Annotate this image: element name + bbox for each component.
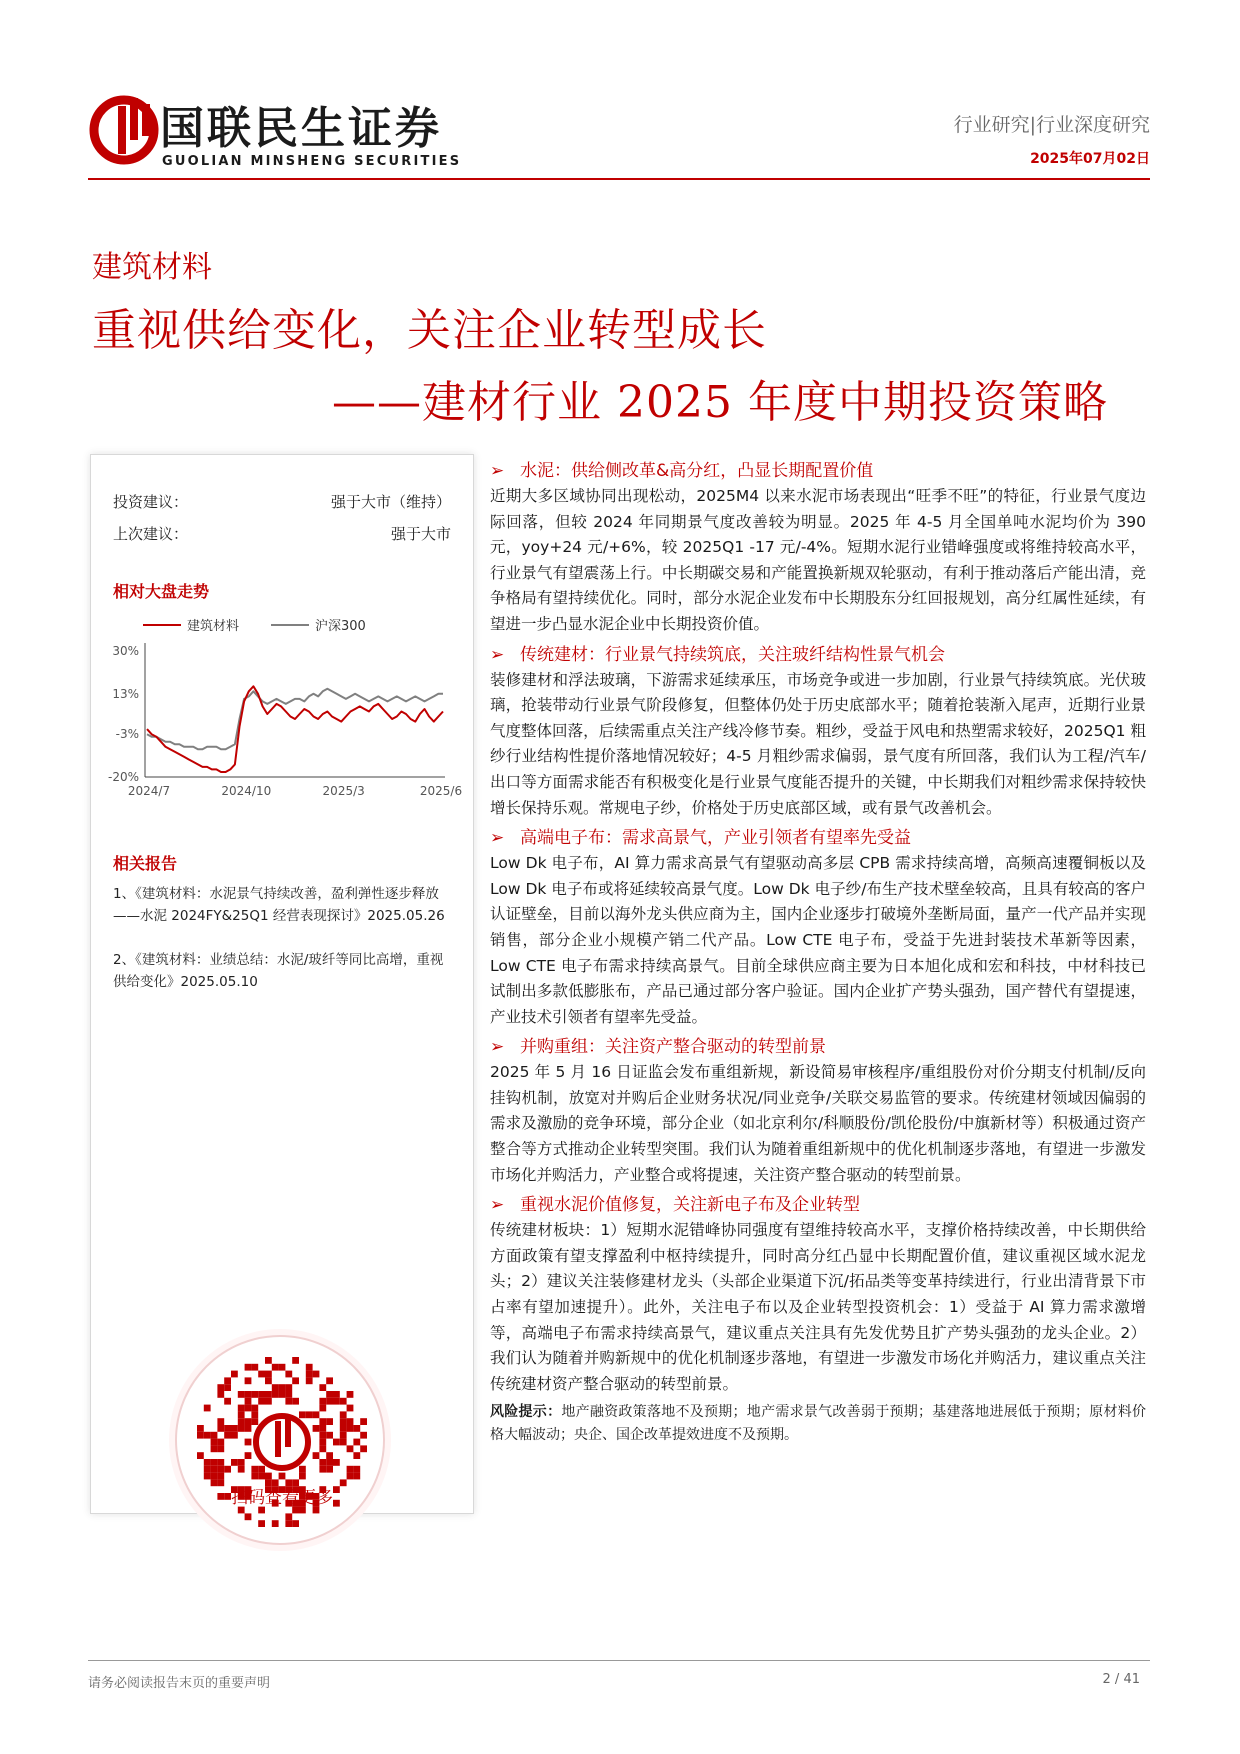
section-body: 传统建材板块：1）短期水泥错峰协同强度有望维持较高水平，支撑价格持续改善，中长期供给方面政策有望支撑盈利中枢持续提升，同时高分红凸显中长期配置价值，建议重视区域水泥龙头；2）建议关注装修建材龙头（头部企业渠道下沉/拓品类等变革持续进行，行业出清背景下市占率有望加速提升）。此外，关注电子布以及企业转型投资机会：1）受益于 AI 算力需求激增等，高端电子布需求持续高景气，建议重点关注具有先发优势且扩产势头强劲的龙头企业。2）我们认为随着并购新规中的优化机制逐步落地，有望进一步激发市场化并购活力，建议重点关注传统建材资产整合驱动的转型前景。 [490,1221,1146,1393]
qr-caption: 扫码查看更多 [231,1488,333,1508]
report-type: 行业研究|行业深度研究 [953,114,1150,136]
previous-rating-value: 强于大市 [390,525,451,543]
section-heading [490,642,1146,668]
previous-rating [113,523,451,544]
arrow-bullet-icon: ➢ [490,828,505,849]
relative-trend-heading: 相对大盘走势 [113,582,210,601]
disclaimer-note: 请务必阅读报告末页的重要声明 [88,1676,271,1691]
arrow-bullet-icon: ➢ [490,1195,505,1216]
risk-label: 风险提示： [490,1404,562,1421]
section-heading-text: 重视水泥价值修复，关注新电子布及企业转型 [520,1195,860,1216]
risk-warning [490,1401,1146,1447]
y-tick-label: 30% [112,644,139,658]
summary-content [490,454,1146,1447]
brand-name-en: GUOLIAN MINSHENG SECURITIES [162,154,462,169]
section-heading-text: 并购重组：关注资产整合驱动的转型前景 [520,1037,826,1058]
arrow-bullet-icon: ➢ [490,461,505,481]
section-heading-text: 高端电子布：需求高景气，产业引领者有望率先受益 [520,828,911,849]
footer-divider [88,1660,1150,1661]
relative-performance-chart [105,611,465,811]
related-report-item[interactable]: 1、《建筑材料：水泥景气持续改善，盈利弹性逐步释放 ——水泥 2024FY&25Q1 经营表现探讨》2025.05.26 [113,886,445,924]
previous-rating-label: 上次建议： [113,525,189,543]
section-heading-text: 传统建材：行业景气持续筑底，关注玻纤结构性景气机会 [520,644,945,665]
brand-name-cn: 国联民生证券 [160,103,442,154]
sector-title: 建筑材料 [92,250,212,285]
report-date: 2025年07月02日 [1030,151,1150,167]
section-heading [490,1034,1146,1060]
section-body: 2025 年 5 月 16 日证监会发布重组新规，新设简易审核程序/重组股份对价分期支付机制/反向挂钩机制，放宽对并购后企业财务状况/同业竞争/关联交易监管的要求。传统建材领域因偏弱的需求及激励的竞争环境，部分企业（如北京利尔/科顺股份/凯伦股份/中旗新材等）积极通过资产整合等方式推动企业转型突围。我们认为随着重组新规中的优化机制逐步落地，有望进一步激发市场化并购活力，产业整合或将提速，关注资产整合驱动的转型前景。 [490,1063,1146,1184]
risk-text: 地产融资政策落地不及预期；地产需求景气改善弱于预期；基建落地进展低于预期；原材料价格大幅波动；央企、国企改革提效进度不及预期。 [490,1404,1147,1444]
section-heading [490,1192,1146,1218]
qr-code-frame[interactable] [175,1335,385,1545]
investment-rating-value: 强于大市（维持） [330,493,451,511]
section-heading [490,458,1146,484]
section-body: Low Dk 电子布，AI 算力需求高景气有望驱动高多层 CPB 需求持续高增，高频高速覆铜板以及 Low Dk 电子布或将延续较高景气度。Low Dk 电子纱/布生产技术壁垒较高，且具有较高的客户认证壁垒，目前以海外龙头供应商为主，国内企业逐步打破境外垄断局面，量产一代产品并实现销售，部分企业小规模产销二代产品。Low CTE 电子布，受益于先进封装技术革新等因素，Low CTE 电子布需求持续高景气。目前全球供应商主要为日本旭化成和宏和科技，中材科技已试制出多款低膨胀布，产品已通过部分客户验证。国内企业扩产势头强劲，国产替代有望提速，产业技术引领者有望率先受益。 [490,854,1146,1026]
x-tick-label: 2025/6 [419,784,463,798]
page-number: 2 / 41 [1102,1672,1140,1687]
header-divider [88,178,1150,180]
y-tick-label: -20% [107,770,139,784]
section-heading [490,825,1146,851]
investment-rating [113,491,451,512]
x-tick-label: 2024/7 [127,784,171,798]
x-tick-label: 2024/10 [221,784,272,798]
legend-label: 建筑材料 [187,619,240,634]
y-tick-label: -3% [115,727,139,742]
section-body: 近期大多区域协同出现松动，2025M4 以来水泥市场表现出“旺季不旺”的特征，行业景气度边际回落，但较 2024 年同期景气度改善较为明显。2025 年 4-5 月全国单吨水泥均价为 390 元，yoy+24 元/+6%，较 2025Q1 -17 元/-4%。短期水泥行业错峰强度或将维持较高水平，行业景气有望震荡上行。中长期碳交易和产能置换新规双轮驱动，有利于推动落后产能出清，竞争格局有望持续优化。同时，部分水泥企业发布中长期股东分红回报规划，高分红属性延续，有望进一步凸显水泥企业中长期投资价值。 [490,487,1146,633]
arrow-bullet-icon: ➢ [490,644,505,665]
report-title: 重视供给变化，关注企业转型成长 [92,305,767,356]
investment-rating-label: 投资建议： [113,493,189,511]
sidebar-panel [90,454,474,1514]
arrow-bullet-icon: ➢ [490,1037,505,1058]
section-body: 装修建材和浮法玻璃，下游需求延续承压，市场竞争或进一步加剧，行业景气持续筑底。光伏玻璃，抢装带动行业景气阶段修复，但整体仍处于历史底部水平；随着抢装渐入尾声，近期行业景气度整体回落，后续需重点关注产线冷修节奏。粗纱，受益于风电和热塑需求较好，2025Q1 粗纱行业结构性提价落地情况较好；4-5 月粗纱需求偏弱，景气度有所回落，我们认为工程/汽车/出口等方面需求能否有积极变化是行业景气度能否提升的关键，中长期我们对粗纱需求保持较快增长保持乐观。常规电子纱，价格处于历史底部区域，或有景气改善机会。 [490,670,1146,817]
y-tick-label: 13% [112,686,139,701]
section-heading-text: 水泥：供给侧改革&高分红，凸显长期配置价值 [520,461,874,481]
company-logo-icon [88,94,160,166]
report-subtitle: ——建材行业 2025 年度中期投资策略 [332,377,1108,428]
legend-label: 沪深300 [315,619,366,634]
related-reports-heading: 相关报告 [113,854,178,873]
x-tick-label: 2025/3 [322,784,365,798]
related-report-item[interactable]: 2、《建筑材料：业绩总结：水泥/玻纤等同比高增，重视供给变化》2025.05.10 [113,952,444,990]
